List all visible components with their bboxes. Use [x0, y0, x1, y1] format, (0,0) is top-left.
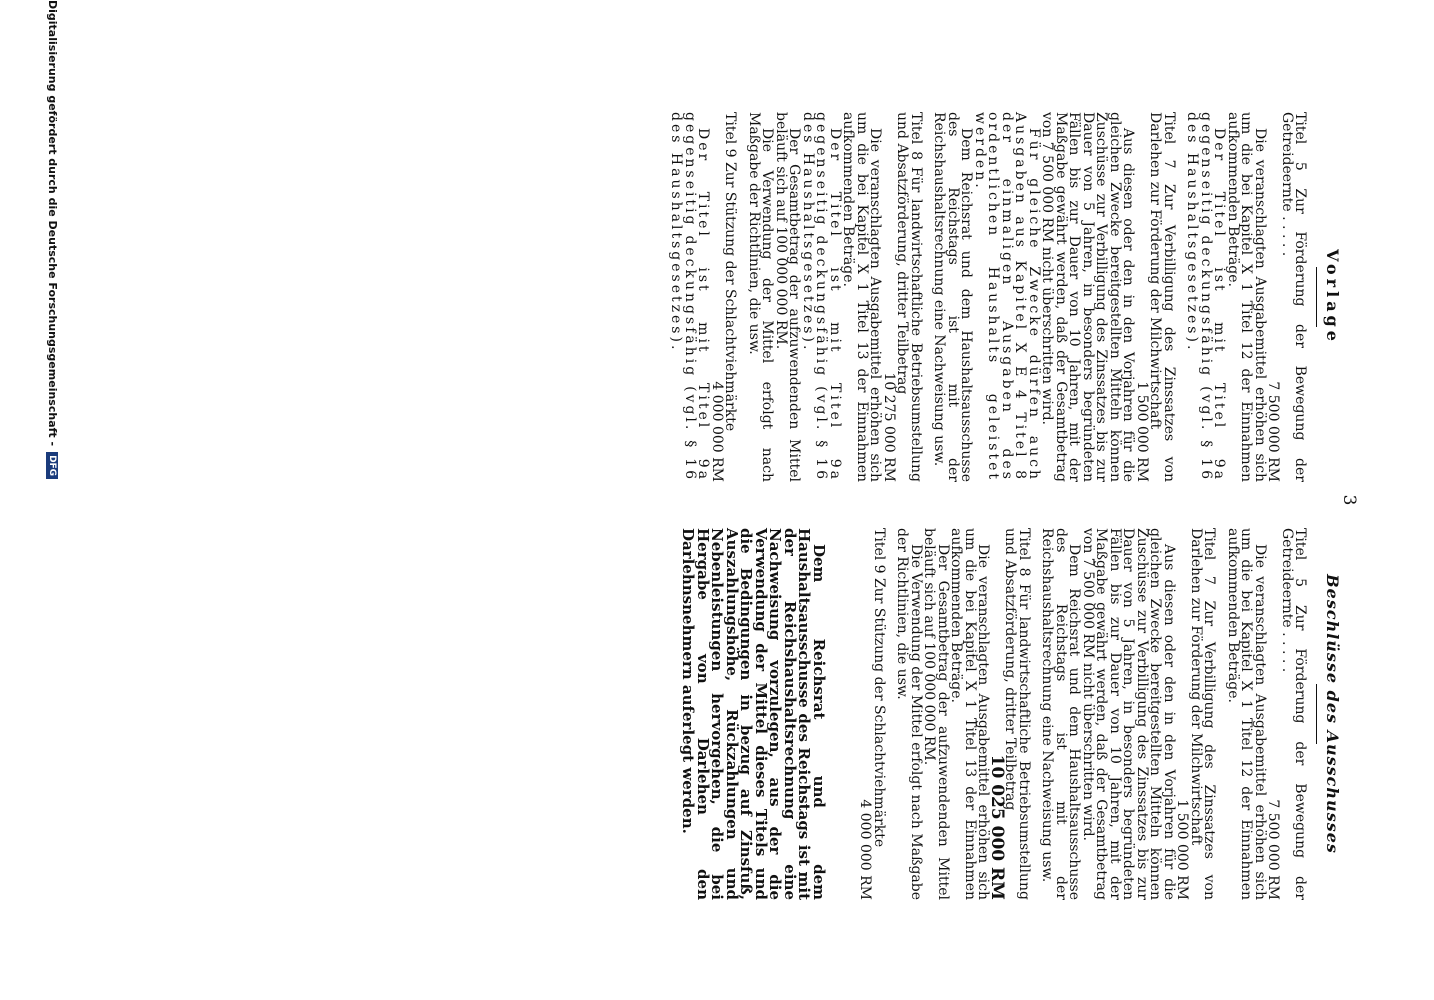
entry-heading: Titel 7 Zur Verbilligung des Zinssatzes von Darlehen zur Förderung der Milchwirtschaft: [1147, 112, 1177, 482]
entry-amount: 4 000 000 RM: [709, 381, 725, 482]
entry-heading: Titel 5 Zur Förderung der Bewegung der Getreideernte . . . . .: [1279, 112, 1309, 482]
entry-heading: Titel 9 Zur Stützung der Schlachtviehmärkte: [871, 528, 887, 848]
entry-amount: 1 500 000 RM: [1134, 381, 1150, 482]
footer-text: Digitalisierung gefördert durch die Deutsche Forschungsgemeinschaft -: [46, 0, 59, 447]
entry-amount: 10 275 000 RM: [881, 372, 897, 482]
entry-heading: Titel 9 Zur Stützung der Schlachtviehmärkte: [722, 112, 739, 432]
entry-text: Aus diesen oder den in den Vorjahren für die gleichen Zwecke bereitgestellten Mitteln können Zuschüsse zur Verbilligung des Zinssatzes bis zur Dauer von 5 Jahren, in besonders begründeten Fällen bis zur Dauer von 10 Jahren, mit der Maßgabe gewährt werden, daß der Gesamtbetrag von 7 500 000 RM nicht überschritten wird.: [1039, 112, 1137, 482]
entry-titel-5: [1226, 528, 1307, 900]
column-heading: Vorlage: [1323, 249, 1342, 345]
entry-text-2: Dem Reichsrat und dem Haushaltsausschusse des Reichstags ist mit der Reichshaushaltsrechnung eine Nachweisung usw.: [1039, 528, 1083, 900]
page-number: 3: [1339, 494, 1359, 506]
entry-text: Die veranschlagten Ausgabemittel erhöhen sich um die bei Kapitel X 1 Titel 12 der Einnahmen aufkommenden Beträge.: [1225, 112, 1268, 482]
divider: [1317, 684, 1318, 744]
entry-heading: Titel 7 Zur Verbilligung des Zinssatzes von Darlehen zur Förderung der Milchwirtschaft: [1188, 528, 1218, 900]
entry-heading: Titel 8 Für landwirtschaftliche Betriebsumstellung und Absatzförderung, dritter Teilbetrag: [1002, 528, 1032, 900]
final-note: Dem Reichsrat und dem Haushaltsausschusse des Reichstags ist mit der Reichshaushaltsrechnung eine Nachweisung vorzulegen, aus der die Verwendung der Mittel dieses Titels und die Bedingungen in bezug auf Zinsfuß, Auszahlungshöhe, Rückzahlungen und Nebenleistungen hervorgehen, die bei Hergabe von Darlehen den Darlehnsnehmern auferlegt werden.: [679, 528, 828, 900]
entry-amount: 1 500 000 RM: [1174, 799, 1191, 900]
entry-titel-9: [858, 528, 885, 900]
entry-titel-7: [1040, 528, 1216, 900]
entry-text-2: Der Gesamtbetrag der aufzuwendenden Mittel beläuft sich auf 100 000 000 RM.: [921, 528, 951, 900]
entry-titel-8: [747, 112, 923, 482]
entry-titel-9: [669, 112, 737, 482]
entry-text: Die veranschlagten Ausgabemittel erhöhen sich um die bei Kapitel X 1 Titel 12 der Einnahmen aufkommenden Beträge.: [1225, 528, 1268, 900]
entry-amount: 4 000 000 RM: [857, 799, 874, 900]
entry-text: Die veranschlagten Ausgabemittel erhöhen sich um die bei Kapitel X 1 Titel 13 der Einnahmen aufkommenden Beträge.: [948, 528, 992, 900]
entry-text-3: Die Verwendung der Mittel erfolgt nach Maßgabe der Richtlinien, die usw.: [894, 528, 924, 900]
entry-heading: Titel 5 Zur Förderung der Bewegung der Getreideernte . . . . .: [1279, 528, 1309, 900]
entry-note: Der Titel ist mit Titel 9a gegenseitig deckungsfähig (vgl. § 16 des Haushaltsgesetzes).: [800, 112, 843, 482]
entry-heading: Titel 8 Für landwirtschaftliche Betriebsumstellung und Absatzförderung, dritter Teilbetrag: [894, 112, 924, 482]
entry-text-2: Dem Reichsrat und dem Haushaltsausschusse des Reichstags ist mit der Reichshaushaltsrechnung eine Nachweisung usw.: [931, 112, 975, 482]
entry-titel-5: [1185, 112, 1307, 482]
column-heading: Beschlüsse des Ausschusses: [1323, 574, 1342, 854]
entry-titel-8: [895, 528, 1030, 900]
entry-text-3: Die Verwendung der Mittel erfolgt nach Maßgabe der Richtlinien, die usw.: [746, 112, 776, 482]
entry-text: Aus diesen oder den in den Vorjahren für die gleichen Zwecke bereitgestellten Mitteln können Zuschüsse zur Verbilligung des Zinssatzes bis zur Dauer von 5 Jahren, in besonders begründeten Fällen bis zur Dauer von 10 Jahren, mit der Maßgabe gewährt werden, daß der Gesamtbetrag von 7 500 000 RM nicht überschritten wird.: [1080, 528, 1177, 900]
entry-note: Der Titel ist mit Titel 9a gegenseitig deckungsfähig (vgl. § 16 des Haushaltsgesetzes).: [668, 112, 712, 482]
entry-amount: 7 500 000 RM: [1265, 381, 1282, 482]
column-beschluesse: [679, 528, 1342, 900]
divider: [1317, 267, 1318, 327]
entry-text-2: Der Gesamtbetrag der aufzuwendenden Mittel beläuft sich auf 100 000 000 RM.: [773, 112, 803, 482]
digitization-footer: [46, 0, 59, 479]
entry-amount: 10 025 000 RM: [987, 754, 1007, 900]
entry-note: Der Titel ist mit Titel 9a gegenseitig deckungsfähig (vgl. § 16 des Haushaltsgesetzes).: [1184, 112, 1228, 482]
entry-note: Für gleiche Zwecke dürfen auch Ausgaben aus Kapitel X E 4 Titel 8 der einmaligen Ausgaben des ordentlichen Haushalts geleistet werden.: [972, 112, 1042, 482]
entry-titel-7: [932, 112, 1175, 482]
entry-text: Die veranschlagten Ausgabemittel erhöhen sich um die bei Kapitel X 1 Titel 13 der Einnahmen aufkommenden Beträge.: [840, 112, 884, 482]
entry-amount: 7 500 000 RM: [1265, 799, 1282, 900]
dfg-logo: DFG: [47, 452, 59, 479]
column-vorlage: [659, 112, 1342, 482]
